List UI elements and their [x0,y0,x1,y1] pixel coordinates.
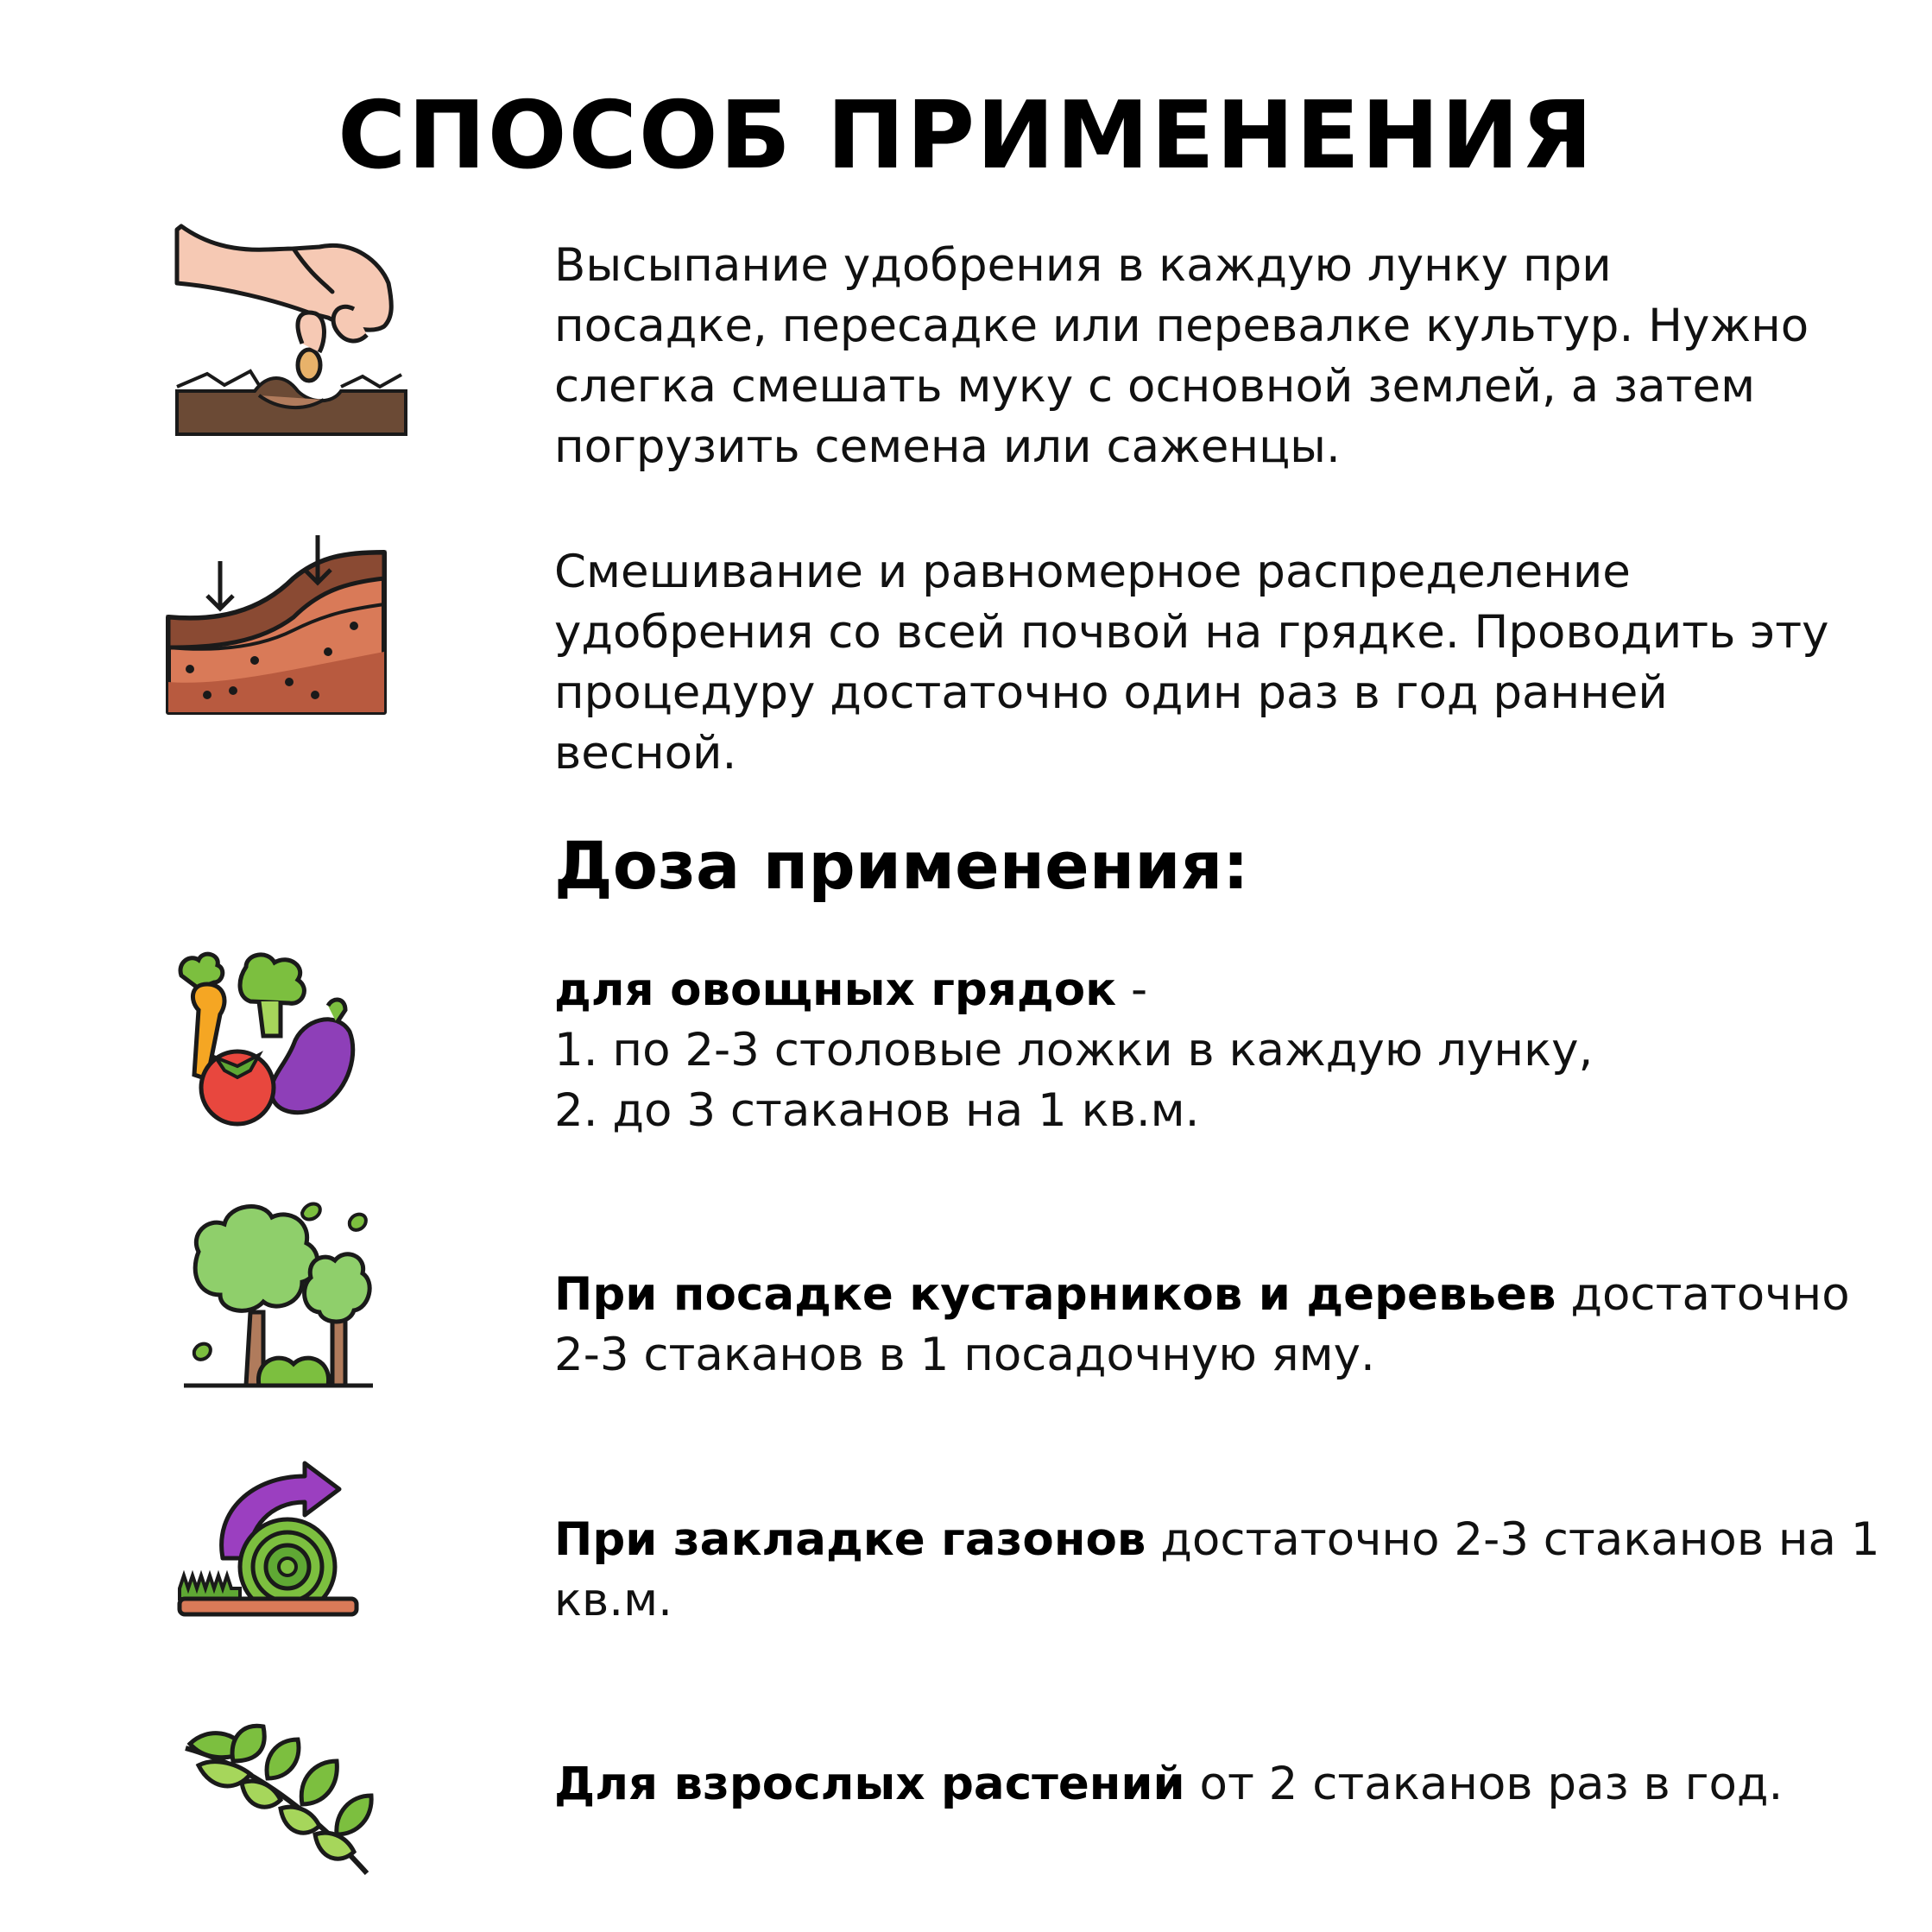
adult-bold: Для взрослых растений [554,1758,1185,1810]
trees-icon [181,1200,376,1394]
vegetables-line-2: 2. до 3 стаканов на 1 кв.м. [554,1084,1200,1137]
soil-layers-icon [164,531,393,717]
method-soil-text: Смешивание и равномерное распределение удобрения со всей почвой на грядке. Проводить эту процедуру достаточно один раз в год ранней весной. [554,546,1829,780]
lawn-roll-icon [175,1459,365,1623]
dose-lawn [554,1510,1901,1631]
lawn-bold: При закладке газонов [554,1513,1146,1566]
trees-bold: При посадке кустарников и деревьев [554,1268,1556,1321]
hand-planting-seed-icon [173,223,410,439]
vegetables-bold: для овощных грядок [554,963,1117,1016]
dose-adult [554,1754,1901,1815]
dose-heading: Доза применения: [554,827,1249,904]
vegetables-line-1: 1. по 2-3 столовые ложки в каждую лунку, [554,1024,1594,1076]
dose-vegetables [554,960,1901,1141]
lawn-rest: достаточно 2-3 стаканов на 1 кв.м. [554,1513,1880,1626]
vegetables-suffix: - [1116,963,1148,1016]
leaf-branch-icon [181,1722,376,1878]
method-hand-text: Высыпание удобрения в каждую лунку при посадке, пересадке или перевалке культур. Нужно слегка смешать муку с основной землей, а затем погрузить семена или саженцы. [554,239,1809,473]
page-title: СПОСОБ ПРИМЕНЕНИЯ [338,82,1594,190]
dose-trees [554,1265,1901,1386]
adult-rest: от 2 стаканов раз в год. [1184,1758,1784,1810]
vegetables-icon [173,950,358,1127]
trees-rest: достаточно 2-3 стаканов в 1 посадочную яму. [554,1268,1850,1381]
